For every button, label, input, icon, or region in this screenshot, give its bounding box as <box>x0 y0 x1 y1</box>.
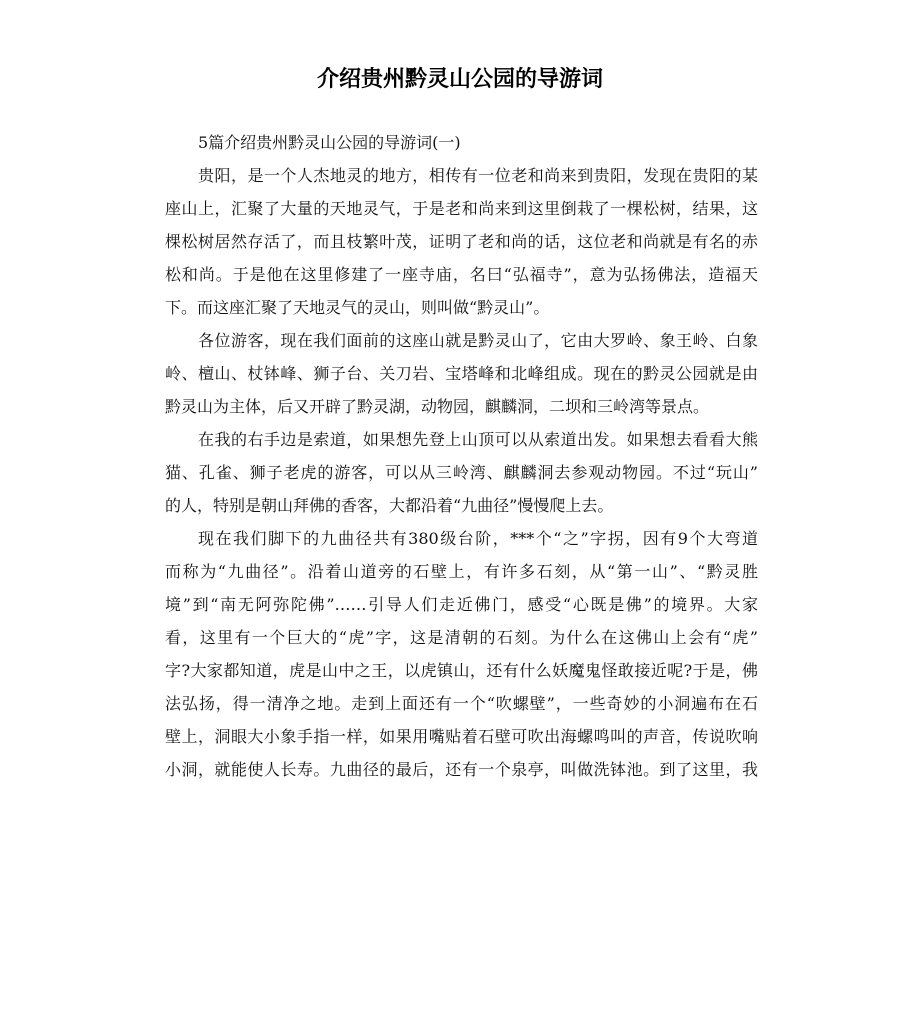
paragraph-line: 座山上，汇聚了大量的天地灵气，于是老和尚来到这里倒栽了一棵松树，结果，这 <box>165 199 758 218</box>
paragraph-line: 松和尚。于是他在这里修建了一座寺庙，名曰“弘福寺”，意为弘扬佛法，造福天 <box>165 265 758 284</box>
paragraph <box>165 423 758 522</box>
paragraph <box>165 522 758 786</box>
document-title: 介绍贵州黔灵山公园的导游词 <box>316 67 603 92</box>
paragraph-line: 现在我们脚下的九曲径共有380级台阶，***个“之”字拐，因有9个大弯道 <box>198 529 758 548</box>
paragraph-line: 贵阳，是一个人杰地灵的地方，相传有一位老和尚来到贵阳，发现在贵阳的某 <box>198 166 758 185</box>
paragraph-line: 猫、孔雀、狮子老虎的游客，可以从三岭湾、麒麟洞去参观动物园。不过“玩山” <box>165 463 758 482</box>
paragraph-line: 棵松树居然存活了，而且枝繁叶茂，证明了老和尚的话，这位老和尚就是有名的赤 <box>165 232 758 251</box>
paragraph-line: 岭、檀山、杖钵峰、狮子台、关刀岩、宝塔峰和北峰组成。现在的黔灵公园就是由 <box>165 364 758 383</box>
document-subtitle: 5篇介绍贵州黔灵山公园的导游词(一) <box>198 133 461 152</box>
paragraph-line: 黔灵山为主体，后又开辟了黔灵湖，动物园，麒麟洞，二坝和三岭湾等景点。 <box>165 397 710 416</box>
paragraph-line: 境”到“南无阿弥陀佛”……引导人们走近佛门，感受“心既是佛”的境界。大家 <box>165 595 758 614</box>
paragraph-line: 在我的右手边是索道，如果想先登上山顶可以从索道出发。如果想去看看大熊 <box>198 430 758 449</box>
paragraph <box>165 159 758 324</box>
paragraph-line: 小洞，就能使人长寿。九曲径的最后，还有一个泉亭，叫做洗钵池。到了这里，我 <box>165 760 758 779</box>
paragraph-line: 各位游客，现在我们面前的这座山就是黔灵山了，它由大罗岭、象王岭、白象 <box>198 331 758 350</box>
paragraph-line: 的人，特别是朝山拜佛的香客，大都沿着“九曲径”慢慢爬上去。 <box>165 496 614 515</box>
paragraph-line: 而称为“九曲径”。沿着山道旁的石壁上，有许多石刻，从“第一山”、“黔灵胜 <box>165 562 758 581</box>
paragraph-line: 下。而这座汇聚了天地灵气的灵山，则叫做“黔灵山”。 <box>165 298 550 317</box>
document-body <box>165 126 758 786</box>
paragraph-line: 法弘扬，得一清净之地。走到上面还有一个“吹螺壁”，一些奇妙的小洞遍布在石 <box>165 694 758 713</box>
paragraph-line: 字?大家都知道，虎是山中之王，以虎镇山，还有什么妖魔鬼怪敢接近呢?于是，佛 <box>165 661 758 680</box>
paragraph <box>165 324 758 423</box>
paragraph-line: 壁上，洞眼大小象手指一样，如果用嘴贴着石壁可吹出海螺鸣叫的声音，传说吹响 <box>165 727 758 746</box>
paragraph-line: 看，这里有一个巨大的“虎”字，这是清朝的石刻。为什么在这佛山上会有“虎” <box>165 628 758 647</box>
